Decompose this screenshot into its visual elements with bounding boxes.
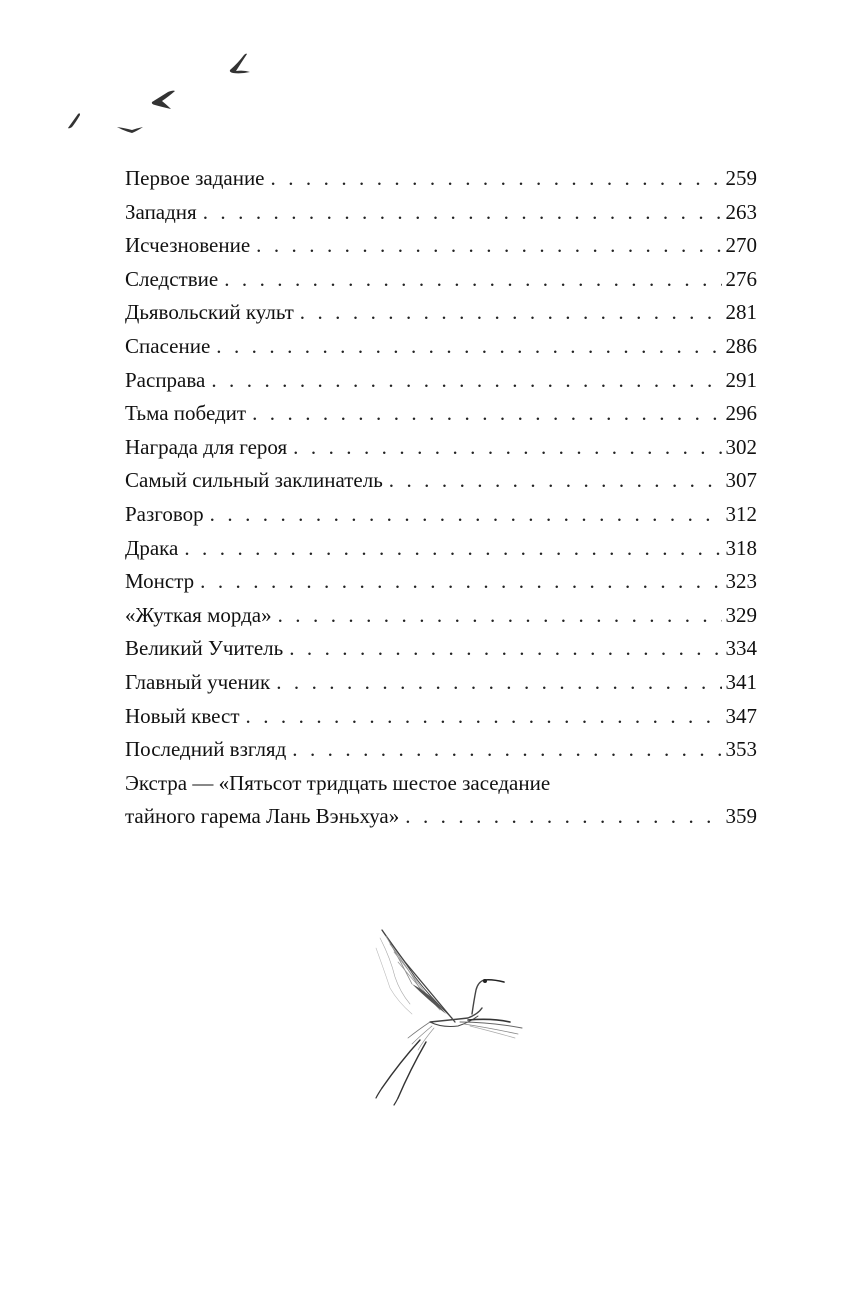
toc-entry — [125, 162, 757, 196]
toc-leader-dots — [200, 565, 721, 599]
toc-entry-page: 286 — [725, 333, 757, 358]
toc-entry — [125, 733, 757, 767]
toc-entry — [125, 296, 757, 330]
toc-entry-title: Следствие — [125, 266, 219, 291]
toc-leader-dots — [246, 700, 722, 734]
toc-entry — [125, 498, 757, 532]
toc-leader-dots — [184, 532, 721, 566]
toc-entry-multiline — [125, 767, 757, 801]
toc-entry-title: Разговор — [125, 501, 204, 526]
toc-leader-dots — [271, 162, 722, 196]
toc-leader-dots — [293, 431, 721, 465]
toc-leader-dots — [211, 364, 721, 398]
toc-leader-dots — [203, 196, 722, 230]
toc-entry-page: 318 — [725, 535, 757, 560]
toc-entry — [125, 700, 757, 734]
toc-entry-page: 334 — [725, 636, 757, 661]
toc-entry — [125, 632, 757, 666]
toc-leader-dots — [278, 599, 722, 633]
toc-entry-title: «Жуткая морда» — [125, 602, 272, 627]
toc-leader-dots — [389, 464, 722, 498]
bird-icon — [117, 127, 143, 133]
toc-entry-title: Дьявольский культ — [125, 300, 294, 325]
toc-entry-title: Исчезновение — [125, 233, 251, 258]
toc-entry-title: Великий Учитель — [125, 636, 284, 661]
toc-entry-title: Драка — [125, 535, 179, 560]
toc-entry-page: 281 — [725, 300, 757, 325]
toc-entry-page: 312 — [725, 501, 757, 526]
toc-entry-title: Монстр — [125, 569, 195, 594]
toc-entry-title: Главный ученик — [125, 669, 271, 694]
bird-icon — [152, 91, 175, 109]
toc-leader-dots — [210, 498, 722, 532]
table-of-contents — [125, 162, 757, 834]
toc-leader-dots — [224, 263, 721, 297]
toc-leader-dots — [216, 330, 721, 364]
toc-entry-title-line2: тайного гарема Лань Вэньхуа» — [125, 804, 400, 829]
toc-entry — [125, 599, 757, 633]
toc-leader-dots — [252, 397, 721, 431]
toc-entry-page: 307 — [725, 468, 757, 493]
toc-entry-title: Спасение — [125, 333, 211, 358]
toc-entry-title-line1: Экстра — «Пятьсот тридцать шестое заседание — [125, 770, 551, 795]
toc-leader-dots — [292, 733, 721, 767]
toc-entry — [125, 464, 757, 498]
toc-entry — [125, 229, 757, 263]
flying-birds-icon — [55, 45, 275, 145]
toc-entry-page: 276 — [725, 266, 757, 291]
toc-leader-dots — [289, 632, 721, 666]
toc-entry — [125, 532, 757, 566]
toc-leader-dots — [256, 229, 721, 263]
crane-icon — [360, 922, 535, 1107]
toc-entry-title: Западня — [125, 199, 197, 224]
toc-entry-page: 259 — [725, 166, 757, 190]
toc-entry — [125, 800, 757, 834]
toc-entry — [125, 330, 757, 364]
toc-leader-dots — [405, 800, 721, 834]
toc-entry — [125, 364, 757, 398]
bird-icon — [230, 54, 250, 74]
toc-entry-page: 291 — [725, 367, 757, 392]
toc-entry-page: 353 — [725, 737, 757, 762]
toc-entry — [125, 397, 757, 431]
toc-entry-title: Первое задание — [125, 166, 265, 190]
toc-leader-dots — [300, 296, 722, 330]
toc-entry-title: Последний взгляд — [125, 737, 287, 762]
toc-entry-page: 270 — [725, 233, 757, 258]
toc-entry-title: Тьма победит — [125, 401, 247, 426]
toc-entry-title: Расправа — [125, 367, 206, 392]
toc-entry-page: 359 — [725, 804, 757, 829]
toc-entry-page: 263 — [725, 199, 757, 224]
toc-entry-title: Новый квест — [125, 703, 240, 728]
toc-entry — [125, 431, 757, 465]
toc-entry — [125, 565, 757, 599]
toc-leader-dots — [276, 666, 721, 700]
toc-entry — [125, 263, 757, 297]
toc-entry — [125, 196, 757, 230]
bird-icon — [68, 113, 80, 128]
toc-entry-page: 323 — [725, 569, 757, 594]
toc-entry — [125, 666, 757, 700]
toc-entry-title: Награда для героя — [125, 434, 288, 459]
toc-entry-page: 302 — [725, 434, 757, 459]
toc-entry-page: 296 — [725, 401, 757, 426]
toc-entry-title: Самый сильный заклинатель — [125, 468, 383, 493]
toc-entry-page: 329 — [725, 602, 757, 627]
toc-entry-page: 341 — [725, 669, 757, 694]
toc-entry-page: 347 — [725, 703, 757, 728]
